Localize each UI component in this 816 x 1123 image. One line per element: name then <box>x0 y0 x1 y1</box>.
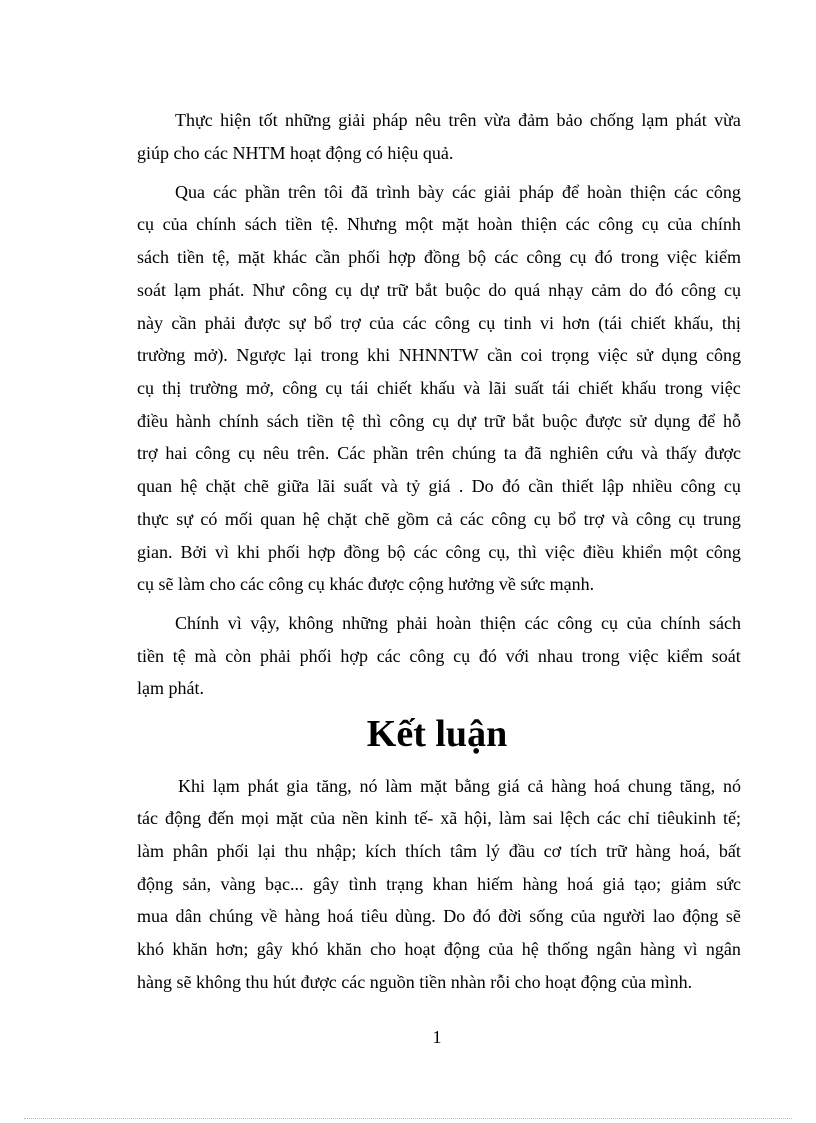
paragraph-line: Khi lạm phát gia tăng, nó làm mặt bằng giá cả hàng hoá chung tăng, nó <box>178 776 741 796</box>
paragraph-line: Qua các phần trên tôi đã trình bày các giải pháp để hoàn thiện các công <box>175 182 741 202</box>
paragraph-line: giúp cho các NHTM hoạt động có hiệu quả. <box>137 143 454 163</box>
page-number: 1 <box>432 1027 442 1047</box>
paragraph-line: trường mở). Ngược lại trong khi NHNNTW cần coi trọng việc sử dụng công <box>137 345 741 365</box>
paragraph-line: tác động đến mọi mặt của nền kinh tế- xã hội, làm sai lệch các chỉ tiêukinh tế; <box>137 808 741 828</box>
paragraph-line: khó khăn hơn; gây khó khăn cho hoạt động của hệ thống ngân hàng vì ngân <box>137 939 741 959</box>
paragraph-line: động sản, vàng bạc... gây tình trạng khan hiếm hàng hoá giả tạo; giảm sức <box>137 874 741 894</box>
paragraph-line: Chính vì vậy, không những phải hoàn thiện các công cụ của chính sách <box>175 613 741 633</box>
paragraph-line: mua dân chúng về hàng hoá tiêu dùng. Do đó đời sống của người lao động sẽ <box>137 906 741 926</box>
paragraph-line: Thực hiện tốt những giải pháp nêu trên vừa đảm bảo chống lạm phát vừa <box>175 110 741 130</box>
paragraph-line: cụ thị trường mở, công cụ tái chiết khấu và lãi suất tái chiết khấu trong việc <box>137 378 741 398</box>
paragraph-line: thực sự có mối quan hệ chặt chẽ gồm cả các công cụ bổ trợ và công cụ trung <box>137 509 741 529</box>
paragraph-line: cụ sẽ làm cho các công cụ khác được cộng hưởng về sức mạnh. <box>137 574 595 594</box>
page-bottom-divider <box>24 1118 792 1119</box>
paragraph-line: lạm phát. <box>137 678 204 698</box>
paragraph-line: điều hành chính sách tiền tệ thì công cụ dự trữ bắt buộc được sử dụng để hỗ <box>137 411 741 431</box>
paragraph-line: tiền tệ mà còn phải phối hợp các công cụ đó với nhau trong việc kiểm soát <box>137 646 741 666</box>
section-heading: Kết luận <box>366 713 508 755</box>
paragraph-line: quan hệ chặt chẽ giữa lãi suất và tỷ giá . Do đó cần thiết lập nhiều công cụ <box>137 476 741 496</box>
paragraph-line: cụ của chính sách tiền tệ. Nhưng một mặt hoàn thiện các công cụ của chính <box>137 214 741 234</box>
paragraph-line: hàng sẽ không thu hút được các nguồn tiền nhàn rỗi cho hoạt động của mình. <box>137 972 693 992</box>
paragraph-line: sách tiền tệ, mặt khác cần phối hợp đồng bộ các công cụ đó trong việc kiểm <box>137 247 741 267</box>
paragraph-line: gian. Bởi vì khi phối hợp đồng bộ các công cụ, thì việc điều khiển một công <box>137 542 741 562</box>
paragraph-line: trợ hai công cụ nêu trên. Các phần trên chúng ta đã nghiên cứu và thấy được <box>137 443 741 463</box>
paragraph-line: này cần phải được sự bổ trợ của các công cụ tinh vi hơn (tái chiết khấu, thị <box>137 313 741 333</box>
paragraph-line: soát lạm phát. Như công cụ dự trữ bắt buộc do quá nhạy cảm do đó công cụ <box>137 280 741 300</box>
paragraph-line: làm phân phối lại thu nhập; kích thích tâm lý đầu cơ tích trữ hàng hoá, bất <box>137 841 741 861</box>
